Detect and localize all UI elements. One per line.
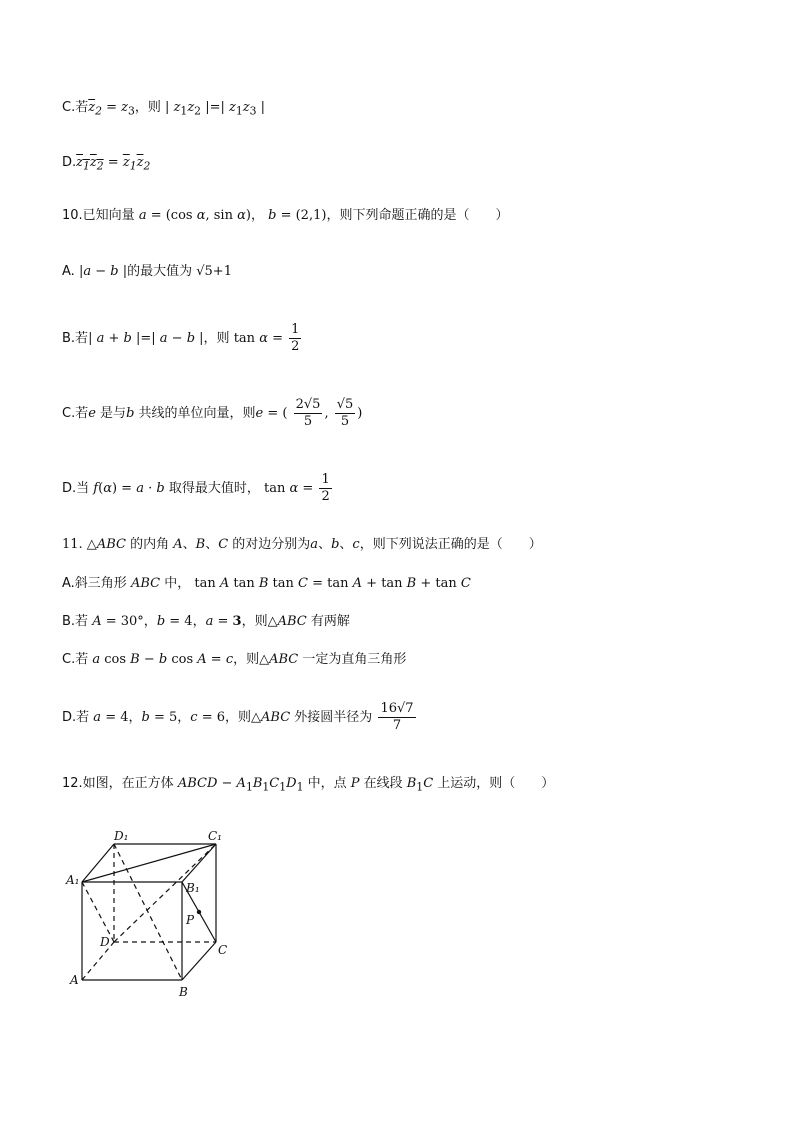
label-a1: A₁ xyxy=(66,873,80,887)
q10-option-a: A. |a − b |的最大值为 √5+1 xyxy=(62,264,232,279)
q10-option-c: C.若e 是与b 共线的单位向量，则e = ( $\frac{2√5}{5}$ , $\frac{√5}{5}$ ) xyxy=(62,397,363,429)
q12-stem: 12.如图，在正方体 ABCD − $A_1B_1C_1D_1$ 中，点 P 在线段 $B_1C$ 上运动，则（ ） xyxy=(62,776,555,794)
diag-a1d xyxy=(82,882,114,942)
diag-d1b xyxy=(114,844,182,980)
q11-option-b: B.若 A = 30°，b = 4，a = 3，则△ABC 有两解 xyxy=(62,614,350,629)
label-a: A xyxy=(70,973,79,987)
cube-figure xyxy=(62,826,242,1006)
q10-stem: 10.已知向量 a = (cos α, sin α)， b = (2,1)，则下列命题正确的是（ ） xyxy=(62,208,509,223)
edge-bc xyxy=(182,942,216,980)
q11-option-c: C.若 a cos B − b cos A = c，则△ABC 一定为直角三角形 xyxy=(62,652,407,667)
label-c1: C₁ xyxy=(208,829,222,843)
q11-option-d: D.若 a = 4，b = 5，c = 6，则△ABC 外接圆半径为 $\frac{16√7}{7}$ xyxy=(62,701,414,733)
q9-option-c: C.若$\overline{z}_2 = z_3$，则 | $z_1z_2$ |=| $z_1z_3$ | xyxy=(62,100,265,118)
edge-a1d1 xyxy=(82,844,114,882)
diag-a1c1 xyxy=(82,844,216,882)
label-p: P xyxy=(186,913,195,927)
label-d: D xyxy=(100,935,110,949)
q11-stem: 11. △ABC 的内角 A、B、C 的对边分别为a、b、c，则下列说法正确的是（ ） xyxy=(62,537,542,552)
label-b: B xyxy=(179,985,188,999)
label-c: C xyxy=(218,943,228,957)
q10-option-d: D.当 f(α) = a · b 取得最大值时， tan α = $\frac{1}{2}$ xyxy=(62,472,330,504)
point-p xyxy=(197,910,201,914)
q10-option-b: B.若| a + b |=| a − b |，则 tan α = $\frac{1}{2}$ xyxy=(62,322,300,354)
q11-option-a: A.斜三角形 ABC 中， tan A tan B tan C = tan A + tan B + tan C xyxy=(62,576,471,591)
label-d1: D₁ xyxy=(114,829,129,843)
label-b1: B₁ xyxy=(186,881,200,895)
q9-option-d: $D.z_1z_2 = \overline{z}_1\overline{z}_2$ xyxy=(62,155,151,173)
edge-b1c1 xyxy=(182,844,216,882)
